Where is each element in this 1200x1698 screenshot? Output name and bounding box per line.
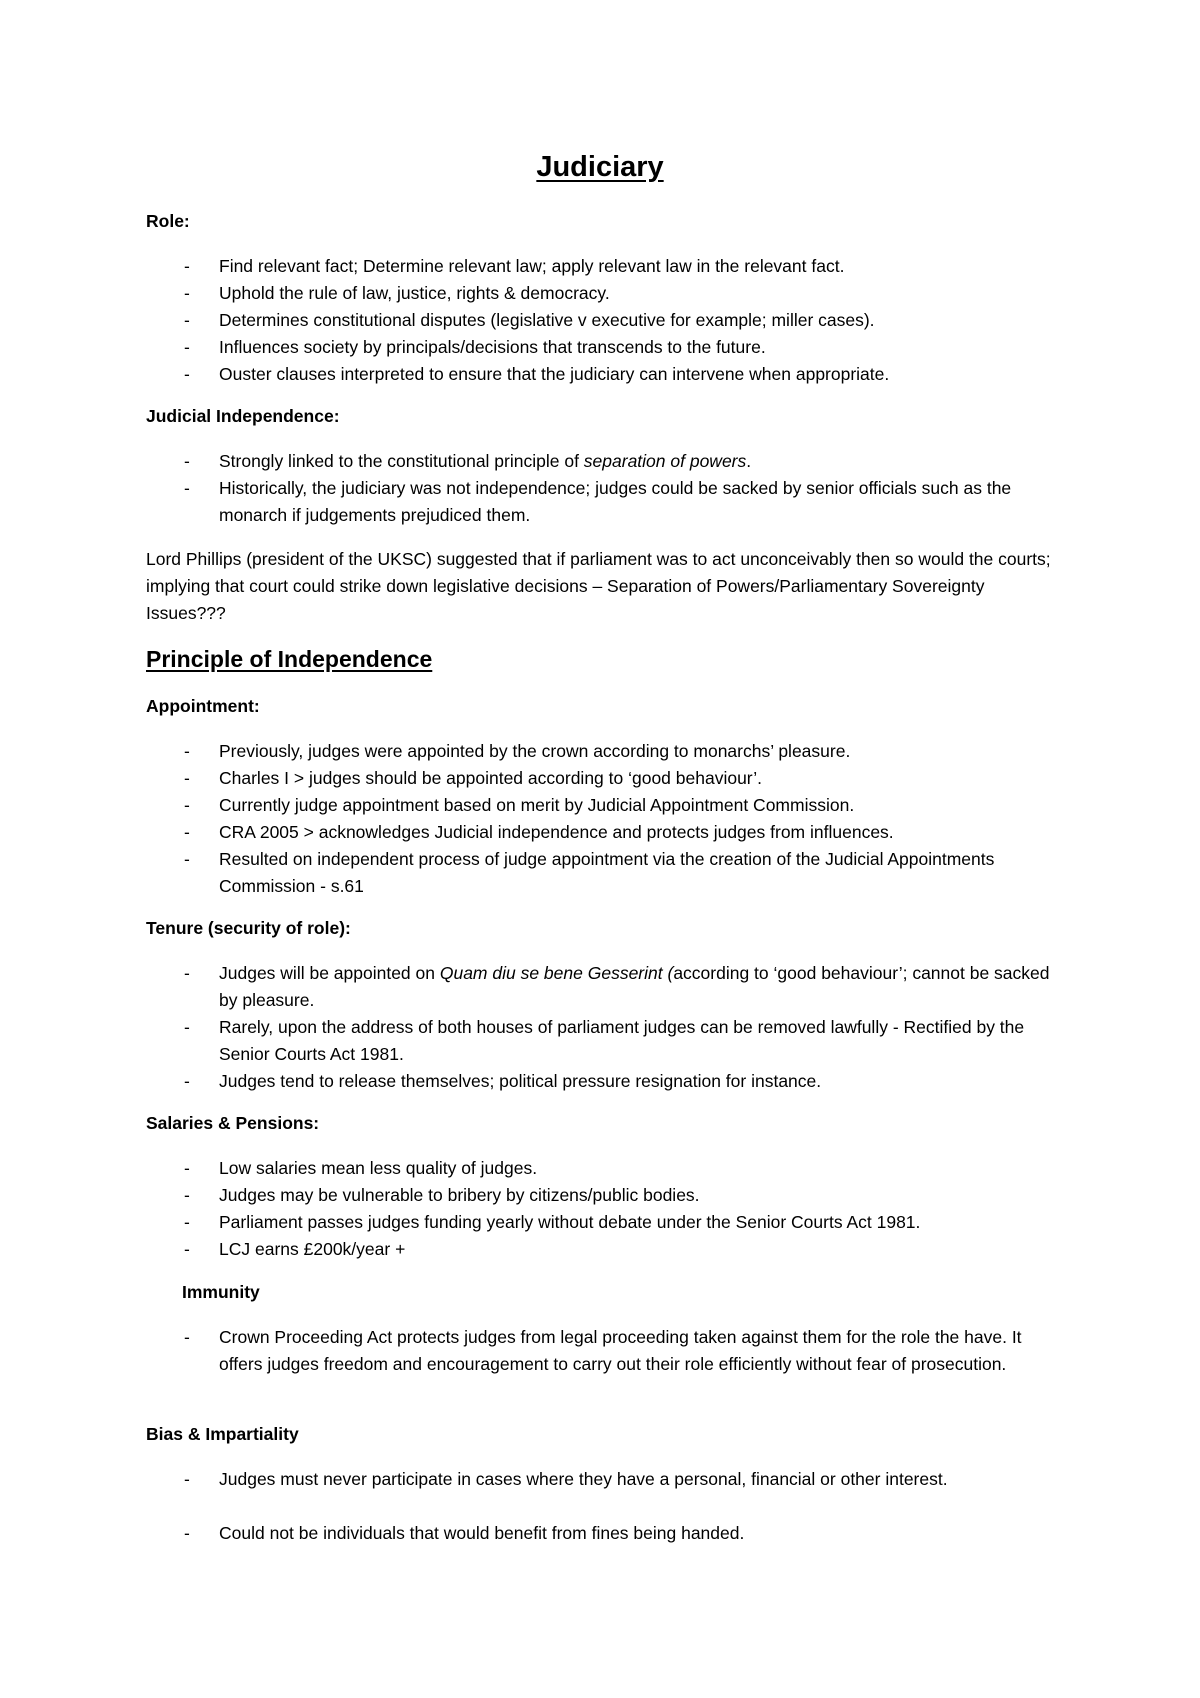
list-item <box>146 1182 1076 1209</box>
salaries-label: Salaries & Pensions: <box>146 1113 320 1133</box>
lord-phillips-paragraph: Lord Phillips (president of the UKSC) suggested that if parliament was to act unconceivably then so would the courts; implying that court could strike down legislative decisions – Separation of Powers/Parliamentary Sovereignty Issues??? <box>146 549 1051 623</box>
list-item-text: Resulted on independent process of judge appointment via the creation of the Judicial Appointments Commission - s.61 <box>219 849 995 896</box>
list-item <box>146 1520 1076 1547</box>
bullet-dash: - <box>184 451 190 471</box>
list-item <box>146 361 1076 388</box>
bullet-dash: - <box>184 478 190 498</box>
list-item-text: Judges may be vulnerable to bribery by citizens/public bodies. <box>219 1185 700 1205</box>
list-item-text: Judges tend to release themselves; political pressure resignation for instance. <box>219 1071 822 1091</box>
bullet-dash: - <box>184 822 190 842</box>
list-item-text: Previously, judges were appointed by the crown according to monarchs’ pleasure. <box>219 741 851 761</box>
list-item-text: CRA 2005 > acknowledges Judicial independence and protects judges from influences. <box>219 822 894 842</box>
list-item-text: Parliament passes judges funding yearly without debate under the Senior Courts Act 1981. <box>219 1212 921 1232</box>
list-item <box>146 960 1076 1014</box>
list-item <box>146 1466 1076 1493</box>
list-item-text: Crown Proceeding Act protects judges from legal proceeding taken against them for the role the have. It offers judges freedom and encouragement to carry out their role efficiently without fear of prosecution. <box>219 1327 1022 1374</box>
tenure-label: Tenure (security of role): <box>146 918 351 938</box>
list-item-text: Charles I > judges should be appointed according to ‘good behaviour’. <box>219 768 763 788</box>
list-item-text: Determines constitutional disputes (legislative v executive for example; miller cases). <box>219 310 875 330</box>
list-item-text: Influences society by principals/decisions that transcends to the future. <box>219 337 766 357</box>
list-item <box>146 1324 1076 1378</box>
bullet-dash: - <box>184 1469 190 1489</box>
bullet-dash: - <box>184 1017 190 1037</box>
bullet-dash: - <box>184 310 190 330</box>
list-item-text: Currently judge appointment based on merit by Judicial Appointment Commission. <box>219 795 855 815</box>
list-item <box>146 280 1076 307</box>
bullet-dash: - <box>184 1158 190 1178</box>
bullet-dash: - <box>184 741 190 761</box>
bullet-dash: - <box>184 337 190 357</box>
list-item-text: Find relevant fact; Determine relevant law; apply relevant law in the relevant fact. <box>219 256 845 276</box>
list-item <box>146 253 1076 280</box>
bullet-dash: - <box>184 1327 190 1347</box>
role-label: Role: <box>146 211 190 231</box>
bullet-dash: - <box>184 256 190 276</box>
list-item <box>146 1236 1076 1263</box>
list-item <box>146 1068 1076 1095</box>
bullet-dash: - <box>184 364 190 384</box>
immunity-label: Immunity <box>182 1282 260 1302</box>
list-item <box>146 819 1076 846</box>
list-item-text: Low salaries mean less quality of judges. <box>219 1158 538 1178</box>
list-item-text: Historically, the judiciary was not independence; judges could be sacked by senior officials such as the monarch if judgements prejudiced them. <box>219 478 1012 525</box>
principle-heading: Principle of Independence <box>146 646 433 672</box>
judicial-independence-label: Judicial Independence: <box>146 406 340 426</box>
list-item <box>146 765 1076 792</box>
list-item <box>146 738 1076 765</box>
list-item-text: Judges will be appointed on Quam diu se bene Gesserint (according to ‘good behaviour’; cannot be sacked by pleasure. <box>219 963 1050 1010</box>
list-item <box>146 448 1076 475</box>
list-item-text: Judges must never participate in cases where they have a personal, financial or other interest. <box>219 1469 948 1489</box>
list-item-text: Strongly linked to the constitutional principle of separation of powers. <box>219 451 752 471</box>
list-item-text: Ouster clauses interpreted to ensure that the judiciary can intervene when appropriate. <box>219 364 890 384</box>
bullet-dash: - <box>184 283 190 303</box>
bullet-dash: - <box>184 963 190 983</box>
list-item <box>146 475 1076 529</box>
list-item-text: Rarely, upon the address of both houses of parliament judges can be removed lawfully - Rectified by the Senior Courts Act 1981. <box>219 1017 1025 1064</box>
bullet-dash: - <box>184 1071 190 1091</box>
list-item-text: LCJ earns £200k/year + <box>219 1239 406 1259</box>
bullet-dash: - <box>184 1212 190 1232</box>
bias-label: Bias & Impartiality <box>146 1424 299 1444</box>
bullet-dash: - <box>184 1239 190 1259</box>
bullet-dash: - <box>184 1523 190 1543</box>
bullet-dash: - <box>184 795 190 815</box>
list-item <box>146 792 1076 819</box>
list-item <box>146 1209 1076 1236</box>
list-item <box>146 334 1076 361</box>
bullet-dash: - <box>184 849 190 869</box>
list-item <box>146 846 1076 900</box>
document-title: Judiciary <box>536 151 664 183</box>
appointment-label: Appointment: <box>146 696 260 716</box>
bullet-dash: - <box>184 1185 190 1205</box>
bullet-dash: - <box>184 768 190 788</box>
list-item <box>146 307 1076 334</box>
list-item-text: Could not be individuals that would benefit from fines being handed. <box>219 1523 745 1543</box>
list-item <box>146 1155 1076 1182</box>
list-item-text: Uphold the rule of law, justice, rights & democracy. <box>219 283 610 303</box>
list-item <box>146 1014 1076 1068</box>
